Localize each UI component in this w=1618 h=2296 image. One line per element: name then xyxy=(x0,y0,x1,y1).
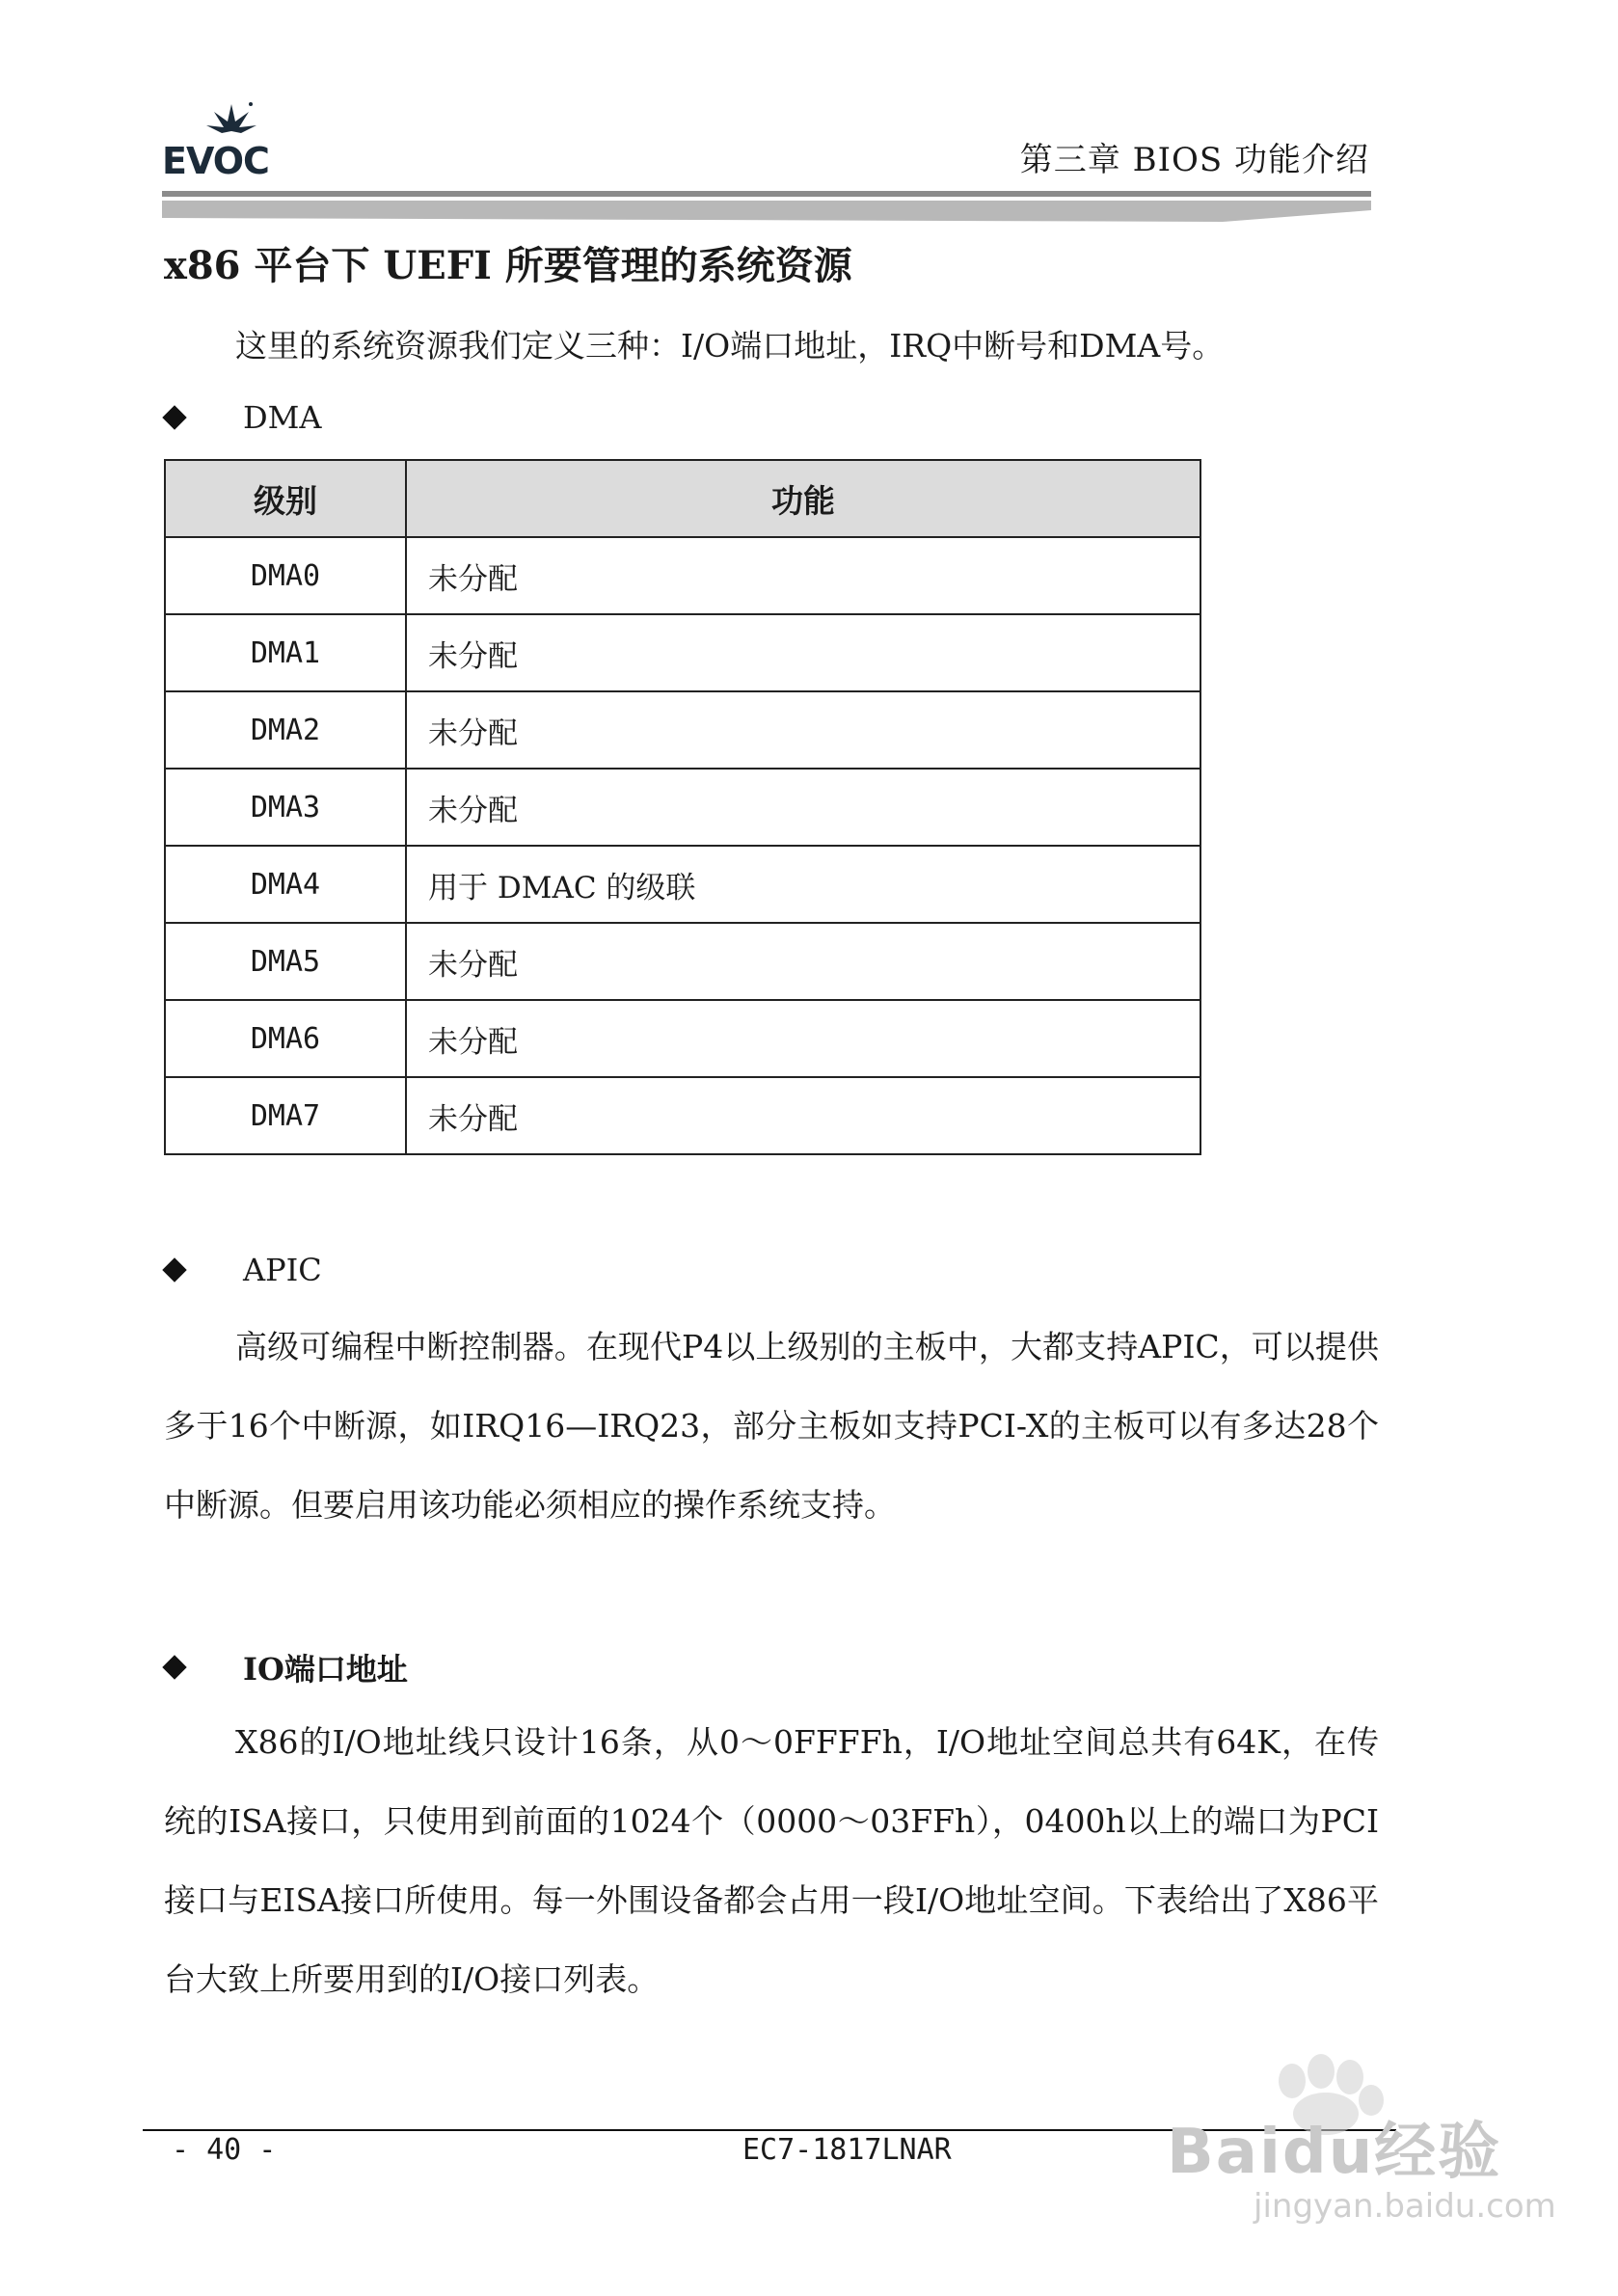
bullet-io xyxy=(166,1645,408,1689)
table-row xyxy=(165,923,1200,1000)
page-number: - 40 - xyxy=(172,2133,277,2167)
cell-function: 未分配 xyxy=(406,691,1200,769)
evoc-logo xyxy=(162,96,287,183)
cell-function: 未分配 xyxy=(406,769,1200,846)
header-level: 级别 xyxy=(165,460,406,537)
chapter-title: 第三章 BIOS 功能介绍 xyxy=(1019,141,1369,179)
bullet-dma-label: DMA xyxy=(243,399,322,436)
table-header-row xyxy=(165,460,1200,537)
cell-function: 未分配 xyxy=(406,1077,1200,1154)
cell-level: DMA4 xyxy=(165,846,406,923)
cell-function: 未分配 xyxy=(406,1000,1200,1077)
cell-function: 用于 DMAC 的级联 xyxy=(406,846,1200,923)
cell-level: DMA1 xyxy=(165,614,406,691)
cell-level: DMA6 xyxy=(165,1000,406,1077)
cell-level: DMA0 xyxy=(165,537,406,614)
header-rule xyxy=(162,189,1371,222)
table-row xyxy=(165,614,1200,691)
watermark-main: Baidu经验 xyxy=(1167,2117,1502,2188)
cell-level: DMA3 xyxy=(165,769,406,846)
io-paragraph: X86的I/O地址线只设计16条，从0～0FFFFh，I/O地址空间总共有64K，在传统的ISA接口，只使用到前面的1024个（0000～03FFh），0400h以上的端口为PCI接口与EISA接口所使用。每一外围设备都会占用一段I/O地址空间。下表给出了X86平台大致上所要用到的I/O接口列表。 xyxy=(164,1723,1379,1998)
table-row xyxy=(165,846,1200,923)
logo-text: EVOC xyxy=(162,140,269,182)
bullet-dma xyxy=(166,399,322,436)
evoc-logo-icon xyxy=(162,96,287,183)
diamond-bullet-icon xyxy=(162,405,186,429)
diamond-bullet-icon xyxy=(162,1257,186,1282)
diamond-bullet-icon xyxy=(162,1655,186,1679)
cell-function: 未分配 xyxy=(406,614,1200,691)
bullet-apic xyxy=(166,1252,322,1288)
bullet-io-label: IO端口地址 xyxy=(243,1651,408,1688)
section-heading: x86 平台下 UEFI 所要管理的系统资源 xyxy=(164,243,852,288)
cell-function: 未分配 xyxy=(406,537,1200,614)
cell-level: DMA2 xyxy=(165,691,406,769)
table-row xyxy=(165,769,1200,846)
cell-function: 未分配 xyxy=(406,923,1200,1000)
table-row xyxy=(165,537,1200,614)
cell-level: DMA5 xyxy=(165,923,406,1000)
bullet-apic-label: APIC xyxy=(243,1252,322,1288)
watermark-sub: jingyan.baidu.com xyxy=(1254,2187,1556,2226)
cell-level: DMA7 xyxy=(165,1077,406,1154)
table-row xyxy=(165,1077,1200,1154)
apic-paragraph: 高级可编程中断控制器。在现代P4以上级别的主板中，大都支持APIC，可以提供多于16个中断源，如IRQ16—IRQ23，部分主板如支持PCI-X的主板可以有多达28个中断源。但要启用该功能必须相应的操作系统支持。 xyxy=(164,1328,1379,1524)
header-function: 功能 xyxy=(406,460,1200,537)
dma-table xyxy=(164,459,1201,1155)
table-row xyxy=(165,1000,1200,1077)
table-row xyxy=(165,691,1200,769)
document-code: EC7-1817LNAR xyxy=(742,2133,952,2167)
intro-paragraph: 这里的系统资源我们定义三种：I/O端口地址，IRQ中断号和DMA号。 xyxy=(235,327,1225,365)
